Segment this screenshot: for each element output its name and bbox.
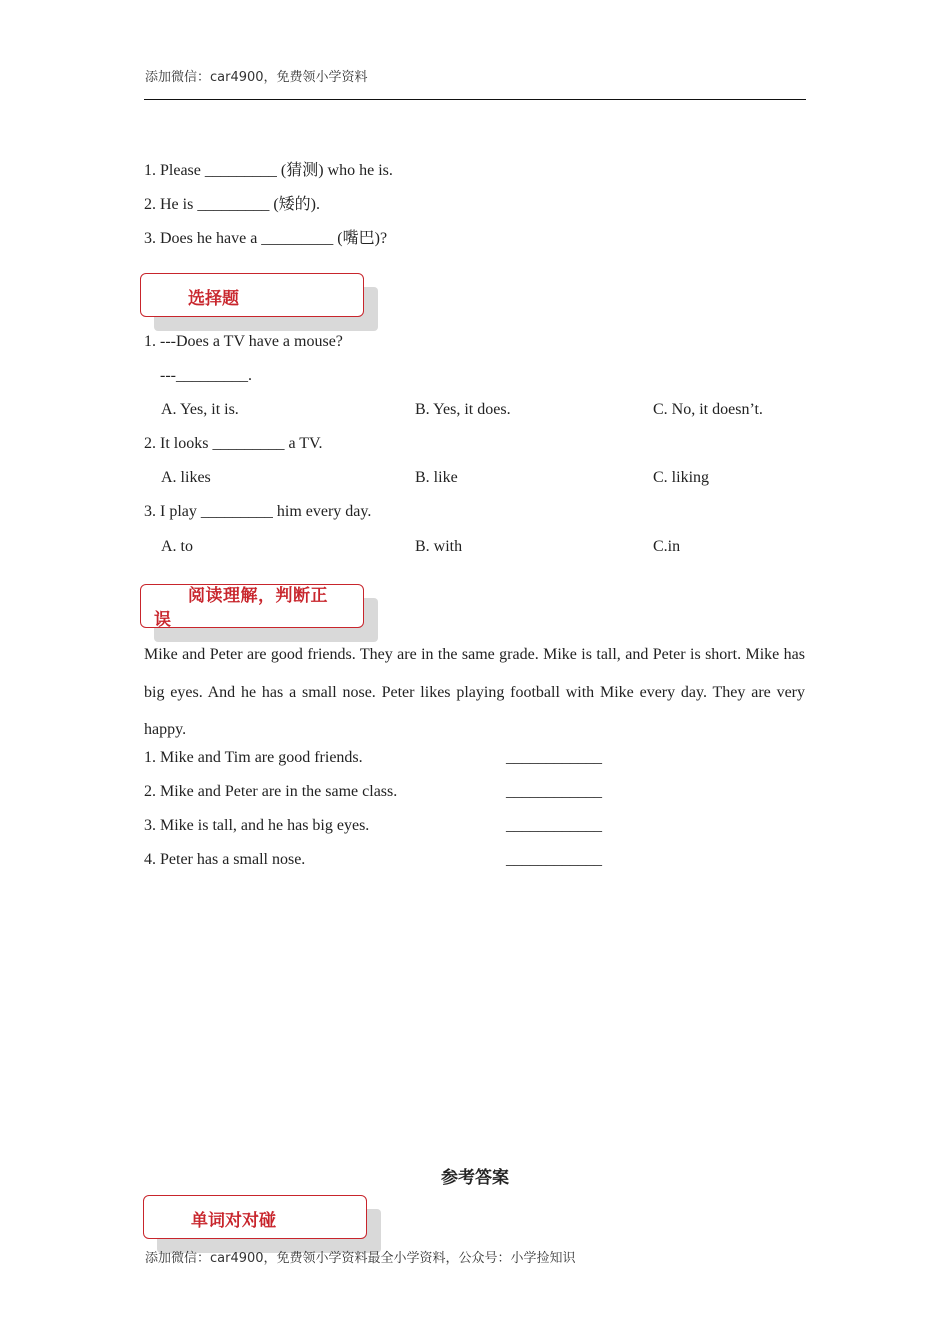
statement-2: 2. Mike and Peter are in the same class. <box>144 783 398 800</box>
choice-question-2: 2. It looks _________ a TV. <box>144 435 323 452</box>
fill-in-item-2: 2. He is _________ (矮的). <box>144 196 320 213</box>
choice-q2-option-c: C. liking <box>653 469 710 486</box>
choice-q2-option-b: B. like <box>415 469 458 486</box>
statement-2-blank: ____________ <box>506 783 602 800</box>
section-title-choice: 选择题 <box>188 289 239 309</box>
section-title-words: 单词对对碰 <box>191 1211 276 1231</box>
choice-q1-option-b: B. Yes, it does. <box>415 401 511 418</box>
statement-1-blank: ____________ <box>506 749 602 766</box>
header-divider <box>144 99 806 100</box>
section-header-words <box>143 1195 369 1239</box>
statement-1: 1. Mike and Tim are good friends. <box>144 749 363 766</box>
choice-q3-option-a: A. to <box>161 538 193 555</box>
section-header-box <box>140 273 364 317</box>
statement-3-blank: ____________ <box>506 817 602 834</box>
choice-q3-option-b: B. with <box>415 538 463 555</box>
choice-q1-option-a: A. Yes, it is. <box>161 401 239 418</box>
fill-in-item-1: 1. Please _________ (猜测) who he is. <box>144 162 393 179</box>
footer-text: 添加微信：car4900，免费领小学资料最全小学资料，公众号：小学捡知识 <box>145 1251 576 1266</box>
answers-title: 参考答案 <box>441 1168 509 1188</box>
section-header-choice <box>140 273 366 317</box>
statement-3: 3. Mike is tall, and he has big eyes. <box>144 817 370 834</box>
choice-q3-option-c: C.in <box>653 538 681 555</box>
statement-4: 4. Peter has a small nose. <box>144 851 306 868</box>
choice-q1-option-c: C. No, it doesn’t. <box>653 401 763 418</box>
reading-passage: Mike and Peter are good friends. They are in the same grade. Mike is tall, and Peter is short. Mike has big eyes. And he has a small nose. Peter likes playing football with Mike every day. They are very happy. <box>144 646 805 738</box>
section-header-reading <box>140 584 366 628</box>
header-text: 添加微信：car4900，免费领小学资料 <box>145 70 368 85</box>
choice-question-1: 1. ---Does a TV have a mouse? <box>144 333 343 350</box>
choice-question-1-answer-line: ---_________. <box>160 367 252 384</box>
section-title-reading-line2: 误 <box>154 610 172 630</box>
section-title-reading-line1: 阅读理解，判断正 <box>188 586 328 606</box>
choice-q2-option-a: A. likes <box>161 469 211 486</box>
choice-question-3: 3. I play _________ him every day. <box>144 503 372 520</box>
section-title-reading <box>154 584 354 632</box>
fill-in-item-3: 3. Does he have a _________ (嘴巴)? <box>144 230 388 247</box>
statement-4-blank: ____________ <box>506 851 602 868</box>
